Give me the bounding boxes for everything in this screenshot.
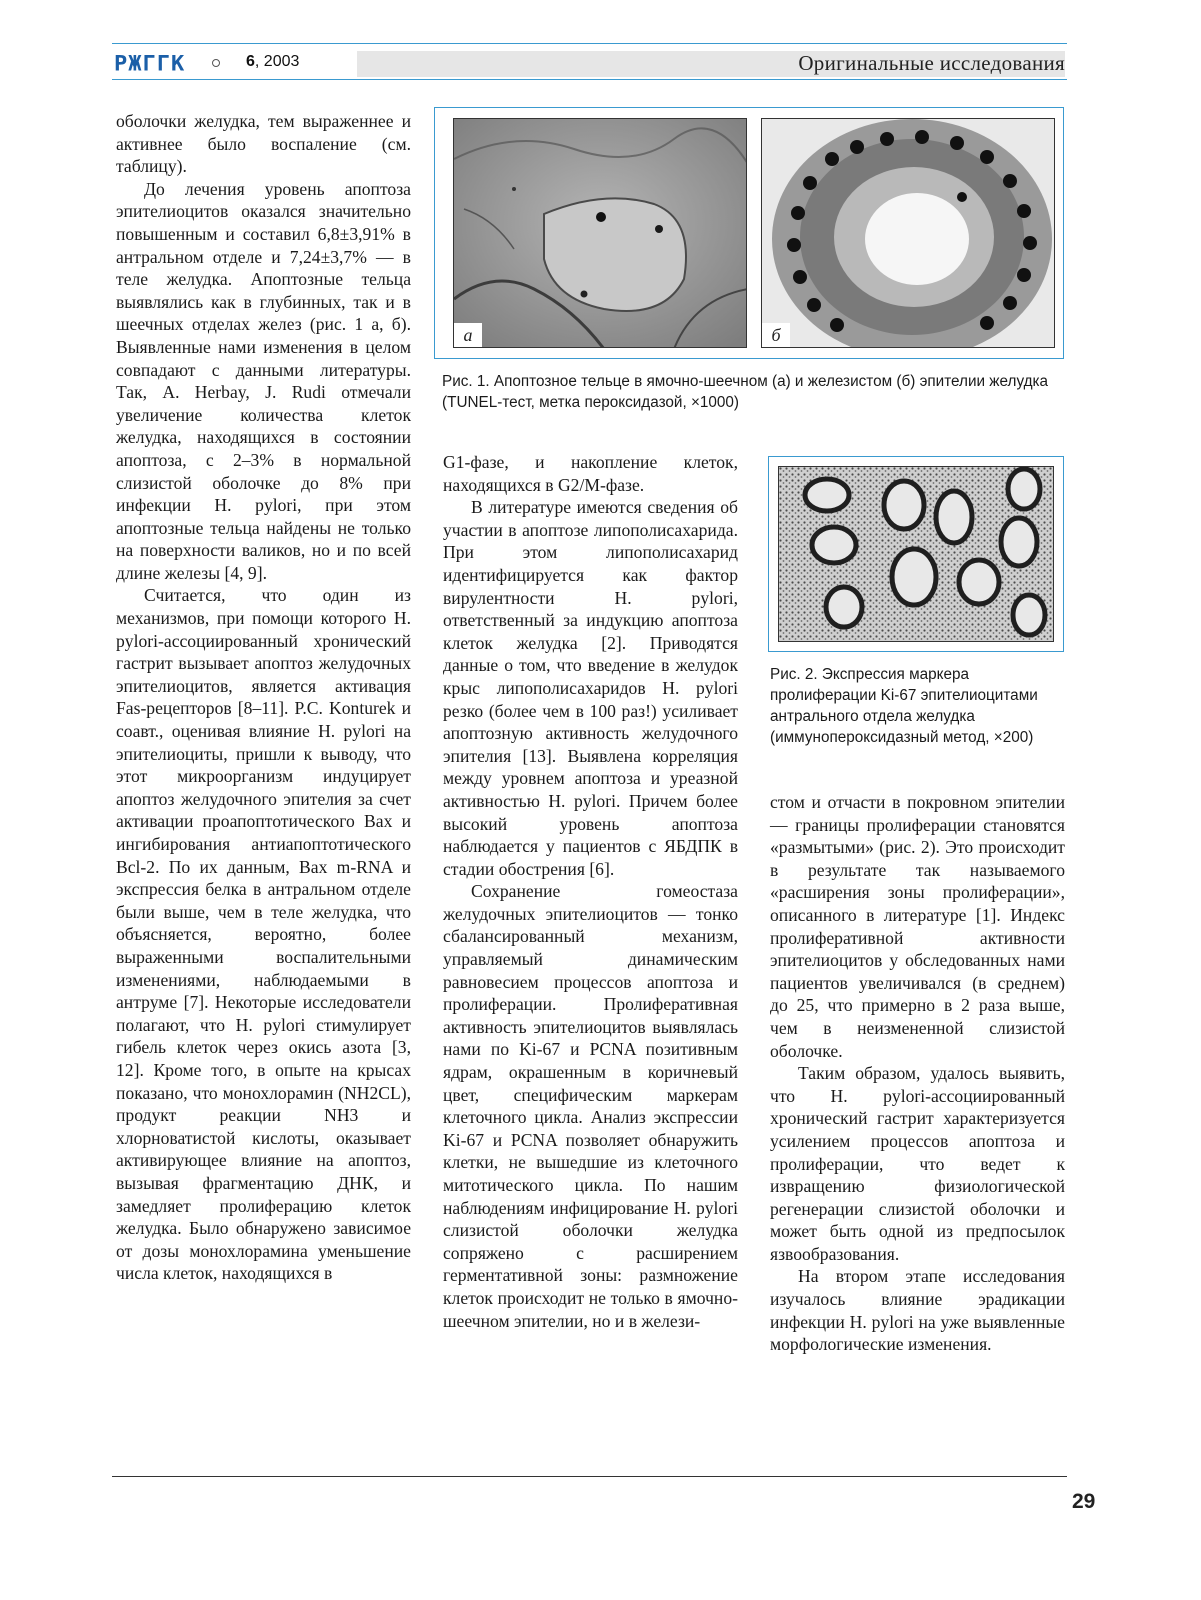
journal-logo: РЖГГК xyxy=(114,52,186,77)
issue-number: 6 xyxy=(246,53,255,70)
page-number: 29 xyxy=(1072,1490,1096,1513)
issue-year: , 2003 xyxy=(254,53,300,70)
figure-2 xyxy=(768,456,1064,652)
bullet-icon xyxy=(212,59,220,67)
panel-label-b: б xyxy=(762,323,790,347)
text-column-1 xyxy=(116,110,411,1285)
text-column-2 xyxy=(443,451,738,1332)
micrograph-ki67 xyxy=(778,466,1054,642)
paragraph: В литературе имеются сведения об участии в апоптозе липополисахарида. При этом липополисахарид идентифицируется как фактор вирулентности H. pylori, ответственный за индукцию апоптоза клеток желудка [2]. Приводятся данные о том, что введение в желудок крыс липополисахаридов H. pylori резко (более чем в 100 раз!) усиливает апоптозную активность желудочного эпителия [13]. Выявлена корреляция между уровнем апоптоза и уреазной активностью H. pylori. Причем более высокий уровень апоптоза наблюдается у пациентов с ЯБДПК в стадии обострения [6]. xyxy=(443,497,738,879)
paragraph: оболочки желудка, тем выраженнее и активнее было воспаление (см. таблицу). xyxy=(116,111,411,177)
micrograph-ki67-image xyxy=(779,467,1054,642)
figure-1-caption: Рис. 1. Апоптозное тельце в ямочно-шеечном (а) и железистом (б) эпителии желудка (TUNEL-тест, метка пероксидазой, ×1000) xyxy=(442,373,1049,411)
header-top-rule xyxy=(112,43,1067,44)
footer-rule xyxy=(112,1476,1067,1477)
micrograph-a-image xyxy=(454,119,747,348)
paragraph: До лечения уровень апоптоза эпителиоцитов оказался значительно повышенным и составил 6,8±3,91% в антральном отделе и 7,24±3,7% — в теле желудка. Апоптозные тельца выявлялись как в глубинных, так и в шеечных отделах желез (рис. 1 а, б). Выявленные нами изменения в целом совпадают с данными литературы. Так, A. Herbay, J. Rudi отмечали увеличение количества клеток желудка, находящихся в состоянии апоптоза, с 2–3% в нормальной слизистой оболочке до 8% при инфекции H. pylori, при этом апоптозные тельца найдены не только на поверхности валиков, но и по всей длине железы [4, 9]. xyxy=(116,178,411,583)
text-column-3 xyxy=(770,791,1065,1356)
header-bottom-rule xyxy=(112,79,1067,80)
paragraph: Сохранение гомеостаза желудочных эпителиоцитов — тонко сбалансированный механизм, управляемый динамическим равновесием процессов апоптоза и пролиферации. Пролиферативная активность эпителиоцитов выявлялась нами по Ki-67 и PCNA позитивным ядрам, окрашенным в коричневый цвет, специфическим маркерам клеточного цикла. Анализ экспрессии Ki-67 и PCNA позволяет обнаружить клетки, не вышедшие из клеточного митотического цикла. По нашим наблюдениям инфицирование H. pylori слизистой оболочки желудка сопряжено с расширением герментативной зоны: размножение клеток происходит не только в ямочно-шеечном эпителии, но и в желези- xyxy=(443,881,738,1331)
micrograph-b xyxy=(761,118,1055,348)
micrograph-b-image xyxy=(762,119,1055,348)
paragraph: G1-фазе, и накопление клеток, находящихся в G2/M-фазе. xyxy=(443,452,738,495)
micrograph-a xyxy=(453,118,747,348)
paragraph: Таким образом, удалось выявить, что H. pylori-ассоциированный хронический гастрит характеризуется усилением процессов апоптоза и пролиферации, что ведет к извращению физиологической регенерации слизистой оболочки и может быть одной из предпосылок язвообразования. xyxy=(770,1063,1065,1264)
paragraph: На втором этапе исследования изучалось влияние эрадикации инфекции H. pylori на уже выявленные морфологические изменения. xyxy=(770,1266,1065,1355)
paragraph: Считается, что один из механизмов, при помощи которого H. pylori-ассоциированный хронический гастрит вызывает апоптоз желудочных эпителиоцитов, является активация Fas-рецепторов [8–11]. P.C. Konturek и соавт., оценивая влияние H. pylori на эпителиоциты, пришли к выводу, что этот микроорганизм индуцирует апоптоз желудочного эпителия за счет активации проапоптотического Bax и ингибирования антиапоптотического Bcl-2. По их данным, Bax m-RNA и экспрессия белка в антральном отделе были выше, чем в теле желудка, что объясняется, вероятно, более выраженными воспалительными изменениями, наблюдаемыми в антруме [7]. Некоторые исследователи полагают, что H. pylori стимулирует гибель клеток через окись азота [3, 12]. Кроме того, в опыте на крысах показано, что монохлорамин (NH2CL), продукт реакции NH3 и хлорноватистой кислоты, оказывает активирующее влияние на апоптоз, вызывая фрагментацию ДНК, и замедляет пролиферацию клеток желудка. Было обнаружено зависимое от дозы монохлорамина уменьшение числа клеток, находящихся в xyxy=(116,585,411,1284)
panel-label-a: а xyxy=(454,323,482,347)
figure-1 xyxy=(434,107,1064,359)
figure-2-caption: Рис. 2. Экспрессия маркера пролиферации Ki-67 эпителиоцитами антрального отдела желудка (иммунопероксидазный метод, ×200) xyxy=(770,666,1038,746)
section-title: Оригинальные исследования xyxy=(798,51,1065,75)
paragraph: стом и отчасти в покровном эпителии — границы пролиферации становятся «размытыми» (рис. 2). Это происходит в результате так называемого «расширения зоны пролиферации», описанного в литературе [1]. Индекс пролиферативной активности эпителиоцитов у обследованных нами пациентов увеличивался (в среднем) до 25, что примерно в 2 раза выше, чем в неизмененной слизистой оболочке. xyxy=(770,792,1065,1061)
issue-info xyxy=(246,53,299,71)
